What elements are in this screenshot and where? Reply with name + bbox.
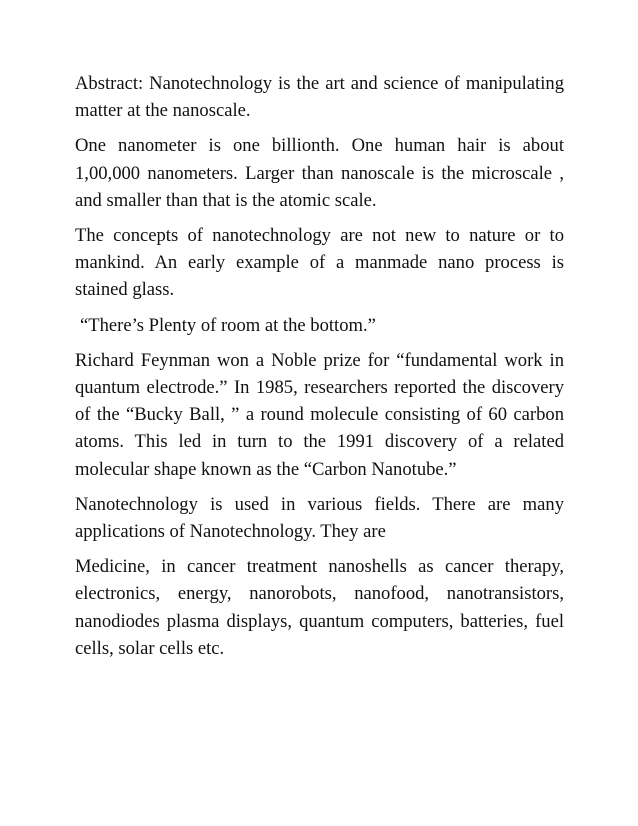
applications-intro-paragraph: Nanotechnology is used in various fields. There are many applications of Nanotechnology. They are (75, 493, 564, 543)
applications-list-paragraph: Medicine, in cancer treatment nanoshells as cancer therapy, electronics, energy, nanorobots, nanofood, nanotransistors, nanodiodes plasma displays, quantum computers, batteries, fuel cells, solar cells etc. (75, 556, 564, 659)
concepts-paragraph: The concepts of nanotechnology are not new to nature or to mankind. An early example of a manmade nano process is stained glass. (75, 225, 564, 301)
history-paragraph: Richard Feynman won a Noble prize for “fundamental work in quantum electrode.” In 1985, researchers reported the discovery of the “Bucky Ball, ” a round molecule consisting of 60 carbon atoms. This led in turn to the 1991 discovery of a related molecular shape known as the “Carbon Nanotube.” (75, 349, 564, 480)
nanometer-scale-paragraph: One nanometer is one billionth. One human hair is about 1,00,000 nanometers. Larger than nanoscale is the microscale , and smaller than that is the atomic scale. (75, 135, 564, 211)
abstract-paragraph: Abstract: Nanotechnology is the art and science of manipulating matter at the nanoscale. (75, 73, 564, 122)
feynman-quote: “There’s Plenty of room at the bottom.” (80, 314, 376, 336)
